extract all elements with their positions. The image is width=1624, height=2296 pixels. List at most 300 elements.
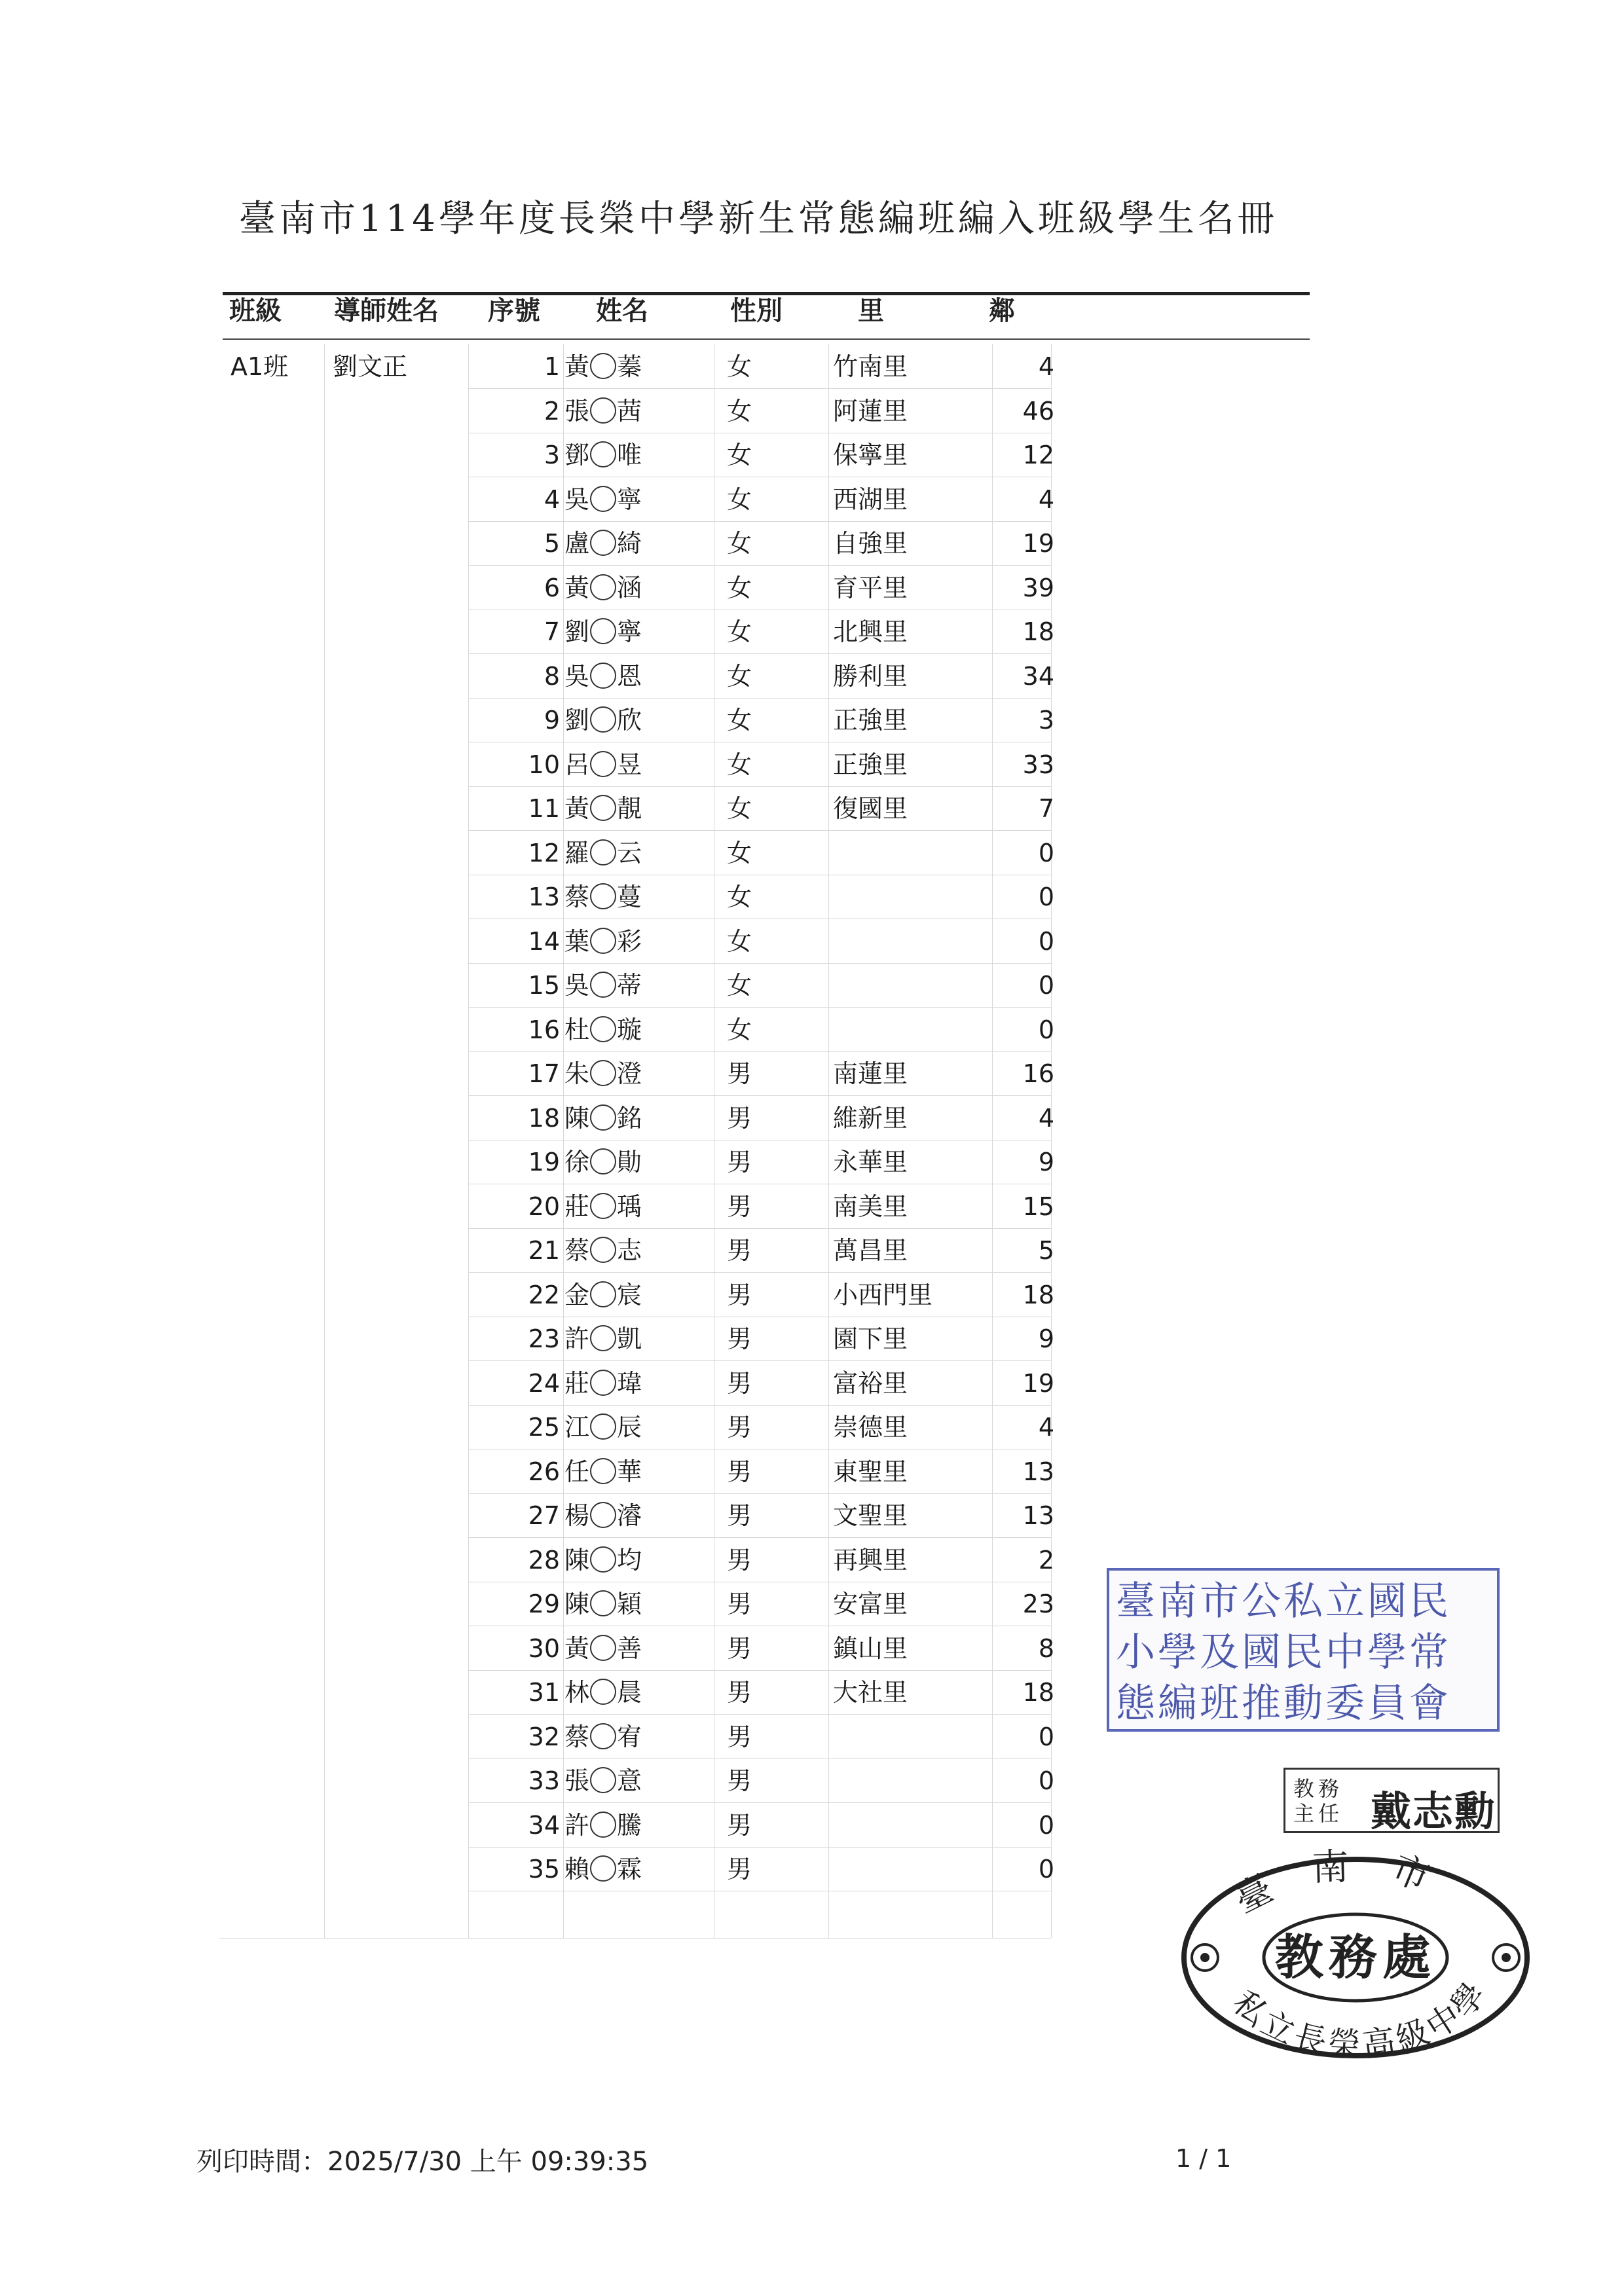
surname: 黃 — [564, 1633, 590, 1663]
seq-number: 11 — [528, 794, 560, 823]
seq-number: 31 — [528, 1678, 560, 1707]
neighborhood: 5 — [1038, 1236, 1054, 1265]
given-name: 綺 — [617, 529, 642, 558]
row-divider — [468, 1272, 1051, 1273]
neighborhood: 18 — [1022, 617, 1054, 646]
student-name — [564, 1499, 642, 1532]
village: 自強里 — [833, 529, 908, 558]
masked-character — [590, 1060, 616, 1086]
gender: 女 — [727, 1015, 752, 1044]
gender: 男 — [727, 1148, 752, 1176]
neighborhood: 7 — [1038, 794, 1054, 823]
student-name — [564, 572, 642, 604]
student-name — [564, 1809, 642, 1842]
neighborhood: 13 — [1022, 1501, 1054, 1530]
header-name: 姓名 — [596, 296, 648, 326]
neighborhood: 9 — [1038, 1148, 1054, 1176]
given-name: 晨 — [617, 1678, 642, 1707]
row-divider — [468, 1493, 1051, 1494]
header-gender: 性別 — [730, 296, 783, 326]
village: 竹南里 — [833, 352, 908, 381]
masked-character — [590, 1590, 616, 1616]
surname: 黃 — [564, 794, 590, 823]
gender: 女 — [727, 352, 752, 381]
seal-top-text: 臺南市 — [1228, 1846, 1473, 1922]
village: 正強里 — [833, 706, 908, 735]
given-name: 璇 — [617, 1015, 642, 1044]
row-divider — [468, 1802, 1051, 1803]
neighborhood: 2 — [1038, 1545, 1054, 1575]
given-name: 穎 — [617, 1590, 642, 1618]
student-name — [564, 837, 642, 869]
masked-character — [590, 839, 616, 866]
row-divider — [468, 1714, 1051, 1715]
gender: 女 — [727, 794, 752, 823]
class-name: A1班 — [231, 352, 289, 381]
gender: 男 — [727, 1501, 752, 1530]
seq-number: 22 — [528, 1280, 560, 1309]
student-name — [564, 1190, 642, 1223]
surname: 莊 — [564, 1368, 590, 1398]
neighborhood: 13 — [1022, 1457, 1054, 1486]
masked-character — [590, 1723, 616, 1749]
neighborhood: 19 — [1022, 529, 1054, 558]
student-name — [564, 969, 642, 1002]
seq-number: 21 — [528, 1236, 560, 1265]
given-name: 寧 — [617, 484, 642, 514]
masked-character — [590, 663, 616, 689]
student-name — [564, 1632, 642, 1665]
print-time: 列印時間：2025/7/30 上午 09:39:35 — [196, 2147, 649, 2177]
seq-number: 27 — [528, 1501, 560, 1530]
surname: 葉 — [564, 926, 590, 956]
gender: 男 — [727, 1059, 752, 1088]
student-name — [564, 439, 642, 471]
student-name — [564, 483, 642, 516]
neighborhood: 0 — [1038, 1722, 1054, 1751]
flower-icon-center — [1200, 1953, 1209, 1962]
svg-text:臺南市 — [1228, 1846, 1472, 1922]
neighborhood: 46 — [1022, 396, 1054, 426]
student-name — [564, 660, 642, 693]
student-name — [564, 615, 642, 648]
masked-character — [590, 1679, 616, 1705]
given-name: 蔓 — [617, 883, 642, 911]
village: 萬昌里 — [833, 1236, 908, 1265]
gender: 女 — [727, 706, 752, 735]
given-name: 銘 — [617, 1103, 642, 1133]
village: 崇德里 — [833, 1413, 908, 1442]
row-divider — [468, 830, 1051, 831]
student-name — [564, 1455, 642, 1488]
surname: 蔡 — [564, 1722, 590, 1751]
seq-number: 32 — [528, 1722, 560, 1751]
given-name: 凱 — [617, 1324, 642, 1353]
student-name — [564, 1013, 642, 1046]
masked-character — [590, 1193, 616, 1219]
committee-line: 小學及國民中學常 — [1116, 1630, 1451, 1675]
masked-character — [590, 1458, 616, 1484]
seq-number: 14 — [528, 926, 560, 956]
masked-character — [590, 1281, 616, 1307]
masked-character — [590, 1325, 616, 1351]
village: 保寧里 — [833, 441, 908, 469]
seq-number: 10 — [528, 750, 560, 779]
gender: 男 — [727, 1368, 752, 1398]
surname: 徐 — [564, 1148, 590, 1176]
neighborhood: 0 — [1038, 971, 1054, 1000]
seq-number: 28 — [528, 1545, 560, 1575]
seq-number: 29 — [528, 1590, 560, 1618]
row-divider — [468, 1847, 1051, 1848]
neighborhood: 15 — [1022, 1192, 1054, 1221]
seq-number: 20 — [528, 1192, 560, 1221]
seq-number: 30 — [528, 1633, 560, 1663]
masked-character — [590, 928, 616, 954]
teacher-name: 劉文正 — [333, 352, 408, 381]
village: 維新里 — [833, 1103, 908, 1133]
flower-icon-center — [1502, 1953, 1511, 1962]
seq-number: 9 — [544, 706, 560, 735]
village: 小西門里 — [833, 1280, 933, 1309]
director-stamp — [1283, 1768, 1500, 1833]
committee-stamp — [1107, 1568, 1500, 1732]
student-name — [564, 704, 642, 737]
surname: 賴 — [564, 1855, 590, 1884]
surname: 陳 — [564, 1103, 590, 1133]
given-name: 蓁 — [617, 352, 642, 381]
given-name: 勛 — [617, 1148, 642, 1176]
village: 大社里 — [833, 1678, 908, 1707]
student-name — [564, 881, 642, 913]
gender: 女 — [727, 971, 752, 1000]
gender: 男 — [727, 1633, 752, 1663]
student-name — [564, 350, 642, 383]
row-divider — [468, 1360, 1051, 1361]
row-divider — [468, 1537, 1051, 1538]
gender: 男 — [727, 1103, 752, 1133]
gender: 男 — [727, 1280, 752, 1309]
header-class: 班級 — [229, 296, 282, 326]
seq-number: 12 — [528, 838, 560, 867]
seq-number: 16 — [528, 1015, 560, 1044]
neighborhood: 0 — [1038, 926, 1054, 956]
surname: 張 — [564, 396, 590, 426]
surname: 蔡 — [564, 883, 590, 911]
header-rule-bottom — [223, 338, 1310, 340]
student-name — [564, 395, 642, 428]
gender: 男 — [727, 1236, 752, 1265]
given-name: 辰 — [617, 1413, 642, 1442]
neighborhood: 23 — [1022, 1590, 1054, 1618]
document-title: 臺南市114學年度長榮中學新生常態編班編入班級學生名冊 — [239, 198, 1278, 240]
student-name — [564, 1764, 642, 1797]
given-name: 志 — [617, 1236, 642, 1265]
gender: 男 — [727, 1810, 752, 1840]
village: 再興里 — [833, 1545, 908, 1575]
seq-number: 5 — [544, 529, 560, 558]
neighborhood: 19 — [1022, 1368, 1054, 1398]
director-title: 教務主任 — [1293, 1776, 1344, 1826]
given-name: 蒂 — [617, 971, 642, 1000]
gender: 男 — [727, 1722, 752, 1751]
masked-character — [590, 972, 616, 998]
village: 勝利里 — [833, 661, 908, 691]
seq-number: 26 — [528, 1457, 560, 1486]
gender: 男 — [727, 1590, 752, 1618]
row-divider — [468, 1228, 1051, 1229]
village: 西湖里 — [833, 484, 908, 514]
student-name — [564, 1367, 642, 1400]
neighborhood: 18 — [1022, 1280, 1054, 1309]
given-name: 澄 — [617, 1059, 642, 1088]
gender: 男 — [727, 1545, 752, 1575]
student-name — [564, 1411, 642, 1444]
neighborhood: 9 — [1038, 1324, 1054, 1353]
neighborhood: 0 — [1038, 838, 1054, 867]
column-divider — [324, 344, 325, 1938]
committee-line: 態編班推動委員會 — [1116, 1681, 1451, 1726]
row-divider — [468, 1670, 1051, 1671]
neighborhood: 33 — [1022, 750, 1054, 779]
student-name — [564, 748, 642, 781]
seq-number: 1 — [544, 352, 560, 381]
student-name — [564, 1146, 642, 1178]
surname: 劉 — [564, 617, 590, 646]
student-name — [564, 792, 642, 825]
village: 東聖里 — [833, 1457, 908, 1486]
surname: 陳 — [564, 1590, 590, 1618]
masked-character — [590, 618, 616, 644]
masked-character — [590, 530, 616, 556]
seq-number: 33 — [528, 1766, 560, 1795]
given-name: 騰 — [617, 1810, 642, 1840]
surname: 江 — [564, 1413, 590, 1442]
row-divider — [468, 1095, 1051, 1096]
header-neighborhood: 鄰 — [989, 296, 1015, 326]
masked-character — [590, 1855, 616, 1882]
surname: 林 — [564, 1678, 590, 1707]
surname: 杜 — [564, 1015, 590, 1044]
student-name — [564, 1057, 642, 1090]
committee-line: 臺南市公私立國民 — [1116, 1578, 1451, 1624]
student-name — [564, 925, 642, 958]
student-name — [564, 1676, 642, 1709]
given-name: 欣 — [617, 706, 642, 735]
village: 鎮山里 — [833, 1633, 908, 1663]
surname: 羅 — [564, 838, 590, 867]
given-name: 寧 — [617, 617, 642, 646]
seq-number: 7 — [544, 617, 560, 646]
gender: 女 — [727, 617, 752, 646]
gender: 男 — [727, 1324, 752, 1353]
masked-character — [590, 1148, 616, 1175]
given-name: 意 — [617, 1766, 642, 1795]
neighborhood: 0 — [1038, 1810, 1054, 1840]
surname: 許 — [564, 1810, 590, 1840]
given-name: 善 — [617, 1633, 642, 1663]
row-divider — [468, 1405, 1051, 1406]
row-divider — [468, 963, 1051, 964]
masked-character — [590, 1812, 616, 1838]
seq-number: 15 — [528, 971, 560, 1000]
seq-number: 24 — [528, 1368, 560, 1398]
given-name: 恩 — [617, 661, 642, 691]
village: 南美里 — [833, 1192, 908, 1221]
header-village: 里 — [858, 296, 884, 326]
surname: 吳 — [564, 484, 590, 514]
seq-number: 3 — [544, 441, 560, 469]
masked-character — [590, 706, 616, 733]
neighborhood: 4 — [1038, 484, 1054, 514]
seal-center-text: 教務處 — [1275, 1929, 1436, 1986]
surname: 楊 — [564, 1501, 590, 1530]
student-name — [564, 1279, 642, 1311]
masked-character — [590, 1635, 616, 1661]
masked-character — [590, 1237, 616, 1263]
seq-number: 25 — [528, 1413, 560, 1442]
given-name: 華 — [617, 1457, 642, 1486]
surname: 張 — [564, 1766, 590, 1795]
surname: 鄧 — [564, 441, 590, 469]
neighborhood: 4 — [1038, 1103, 1054, 1133]
row-divider — [468, 786, 1051, 787]
given-name: 濬 — [617, 1501, 642, 1530]
seq-number: 13 — [528, 883, 560, 911]
given-name: 瑋 — [617, 1368, 642, 1398]
village: 安富里 — [833, 1590, 908, 1618]
gender: 男 — [727, 1457, 752, 1486]
row-divider — [468, 1007, 1051, 1008]
gender: 女 — [727, 529, 752, 558]
village: 文聖里 — [833, 1501, 908, 1530]
seq-number: 6 — [544, 573, 560, 602]
masked-character — [590, 795, 616, 821]
student-name — [564, 1721, 642, 1753]
gender: 女 — [727, 661, 752, 691]
given-name: 靚 — [617, 794, 642, 823]
director-name: 戴志勳 — [1371, 1787, 1497, 1835]
neighborhood: 4 — [1038, 352, 1054, 381]
surname: 朱 — [564, 1059, 590, 1088]
given-name: 均 — [617, 1545, 642, 1575]
gender: 女 — [727, 750, 752, 779]
surname: 呂 — [564, 750, 590, 779]
student-name — [564, 527, 642, 560]
given-name: 宸 — [617, 1280, 642, 1309]
gender: 女 — [727, 838, 752, 867]
neighborhood: 12 — [1022, 441, 1054, 469]
surname: 黃 — [564, 352, 590, 381]
neighborhood: 8 — [1038, 1633, 1054, 1663]
student-name — [564, 1588, 642, 1620]
masked-character — [590, 1370, 616, 1396]
village: 南蓮里 — [833, 1059, 908, 1088]
neighborhood: 3 — [1038, 706, 1054, 735]
seq-number: 4 — [544, 484, 560, 514]
academic-affairs-seal — [1172, 1846, 1539, 2062]
gender: 男 — [727, 1766, 752, 1795]
row-divider — [468, 653, 1051, 654]
student-name — [564, 1544, 642, 1576]
table-bottom-rule — [219, 1938, 1051, 1939]
gender: 男 — [727, 1855, 752, 1884]
surname: 黃 — [564, 573, 590, 602]
neighborhood: 34 — [1022, 661, 1054, 691]
row-divider — [468, 565, 1051, 566]
masked-character — [590, 1546, 616, 1573]
masked-character — [590, 751, 616, 777]
surname: 任 — [564, 1457, 590, 1486]
seq-number: 34 — [528, 1810, 560, 1840]
gender: 女 — [727, 573, 752, 602]
given-name: 霖 — [617, 1855, 642, 1884]
column-divider — [563, 344, 564, 1938]
column-divider — [468, 344, 469, 1938]
neighborhood: 0 — [1038, 1855, 1054, 1884]
seq-number: 19 — [528, 1148, 560, 1176]
column-divider — [828, 344, 829, 1938]
masked-character — [590, 1016, 616, 1042]
given-name: 涵 — [617, 573, 642, 602]
header-teacher: 導師姓名 — [334, 296, 439, 326]
given-name: 茜 — [617, 396, 642, 426]
seq-number: 18 — [528, 1103, 560, 1133]
row-divider — [468, 388, 1051, 389]
gender: 男 — [727, 1413, 752, 1442]
student-name — [564, 1322, 642, 1355]
seal-bottom-text: 私立長榮高級中學 — [1225, 1973, 1496, 2062]
surname: 吳 — [564, 971, 590, 1000]
village: 富裕里 — [833, 1368, 908, 1398]
village: 育平里 — [833, 573, 908, 602]
given-name: 唯 — [617, 441, 642, 469]
masked-character — [590, 574, 616, 600]
row-divider — [468, 698, 1051, 699]
seq-number: 17 — [528, 1059, 560, 1088]
gender: 女 — [727, 396, 752, 426]
village: 永華里 — [833, 1148, 908, 1176]
surname: 許 — [564, 1324, 590, 1353]
surname: 蔡 — [564, 1236, 590, 1265]
masked-character — [590, 883, 616, 909]
row-divider — [468, 521, 1051, 522]
neighborhood: 0 — [1038, 1015, 1054, 1044]
surname: 莊 — [564, 1192, 590, 1221]
neighborhood: 0 — [1038, 883, 1054, 911]
page-number: 1 / 1 — [1175, 2144, 1232, 2173]
gender: 女 — [727, 926, 752, 956]
village: 正強里 — [833, 750, 908, 779]
header-seq: 序號 — [488, 296, 540, 326]
surname: 吳 — [564, 661, 590, 691]
gender: 男 — [727, 1678, 752, 1707]
neighborhood: 39 — [1022, 573, 1054, 602]
student-name — [564, 1853, 642, 1886]
seq-number: 8 — [544, 661, 560, 691]
row-divider — [468, 1051, 1051, 1052]
column-divider — [992, 344, 993, 1938]
masked-character — [590, 1767, 616, 1793]
seq-number: 23 — [528, 1324, 560, 1353]
village: 園下里 — [833, 1324, 908, 1353]
gender: 女 — [727, 883, 752, 911]
given-name: 瑀 — [617, 1192, 642, 1221]
masked-character — [590, 1413, 616, 1440]
neighborhood: 4 — [1038, 1413, 1054, 1442]
given-name: 彩 — [617, 926, 642, 956]
neighborhood: 16 — [1022, 1059, 1054, 1088]
